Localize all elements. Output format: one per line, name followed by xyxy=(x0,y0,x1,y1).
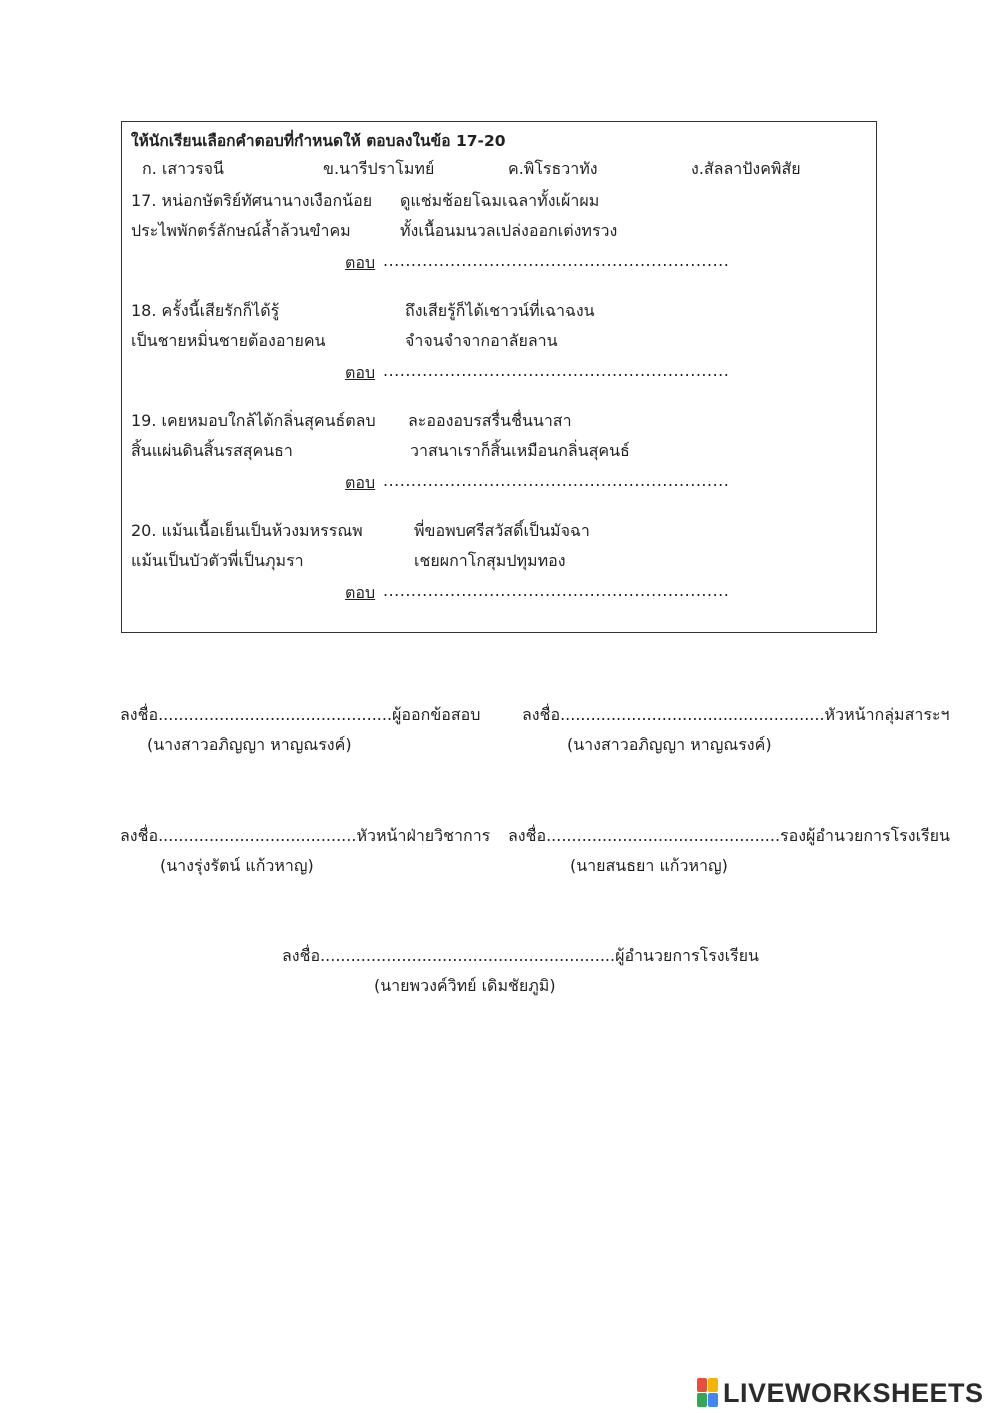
question-17-answer-label: ตอบ xyxy=(345,253,376,272)
choice-c: ค.พิโรธวาทัง xyxy=(508,159,598,178)
question-17-answer-input[interactable] xyxy=(385,250,653,272)
question-17-line2-left: ประไพพักตร์ลักษณ์ล้ำล้วนขำคม xyxy=(131,221,351,240)
signature-name-dept-head: (นางสาวอภิญญา หาญณรงค์) xyxy=(567,735,772,754)
instructions: ให้นักเรียนเลือกคำตอบที่กำหนดให้ ตอบลงในข้อ 17-20 xyxy=(131,132,506,150)
liveworksheets-logo-text: LIVEWORKSHEETS xyxy=(723,1377,984,1408)
question-19-line1-left: 19. เคยหมอบใกล้ได้กลิ่นสุคนธ์ตลบ xyxy=(131,411,376,430)
question-20-line2-right: เชยผกาโกสุมปทุมทอง xyxy=(414,551,566,570)
signature-name-deputy-director: (นายสนธยา แก้วหาญ) xyxy=(570,856,728,875)
signature-line-academic-head: ลงชื่อ.......................................หัวหน้าฝ่ายวิชาการ xyxy=(120,826,491,845)
signature-line-dept-head: ลงชื่อ....................................................หัวหน้ากลุ่มสาระฯ xyxy=(522,705,950,724)
question-19-answer-dots: .............................................................. xyxy=(383,471,730,490)
question-18-answer-input[interactable] xyxy=(385,360,653,382)
question-20-answer-dots: .............................................................. xyxy=(383,581,730,600)
liveworksheets-mark-icon xyxy=(697,1378,719,1408)
question-17-line2-right: ทั้งเนื้อนมนวลเปล่งออกเต่งทรวง xyxy=(400,221,618,240)
signature-name-academic-head: (นางรุ่งรัตน์ แก้วหาญ) xyxy=(160,856,314,875)
signature-name-director: (นายพวงค์วิทย์ เดิมชัยภูมิ) xyxy=(374,976,556,995)
question-19-line2-right: วาสนาเราก็สิ้นเหมือนกลิ่นสุคนธ์ xyxy=(410,441,630,460)
question-19-line1-right: ละอองอบรสรื่นชื่นนาสา xyxy=(408,411,572,430)
choice-d: ง.สัลลาปังคพิสัย xyxy=(691,159,801,178)
question-19-answer-label: ตอบ xyxy=(345,473,376,492)
liveworksheets-logo xyxy=(697,1376,984,1410)
question-17-answer-dots: .............................................................. xyxy=(383,251,730,270)
question-18-line2-right: จำจนจำจากอาลัยลาน xyxy=(405,331,558,350)
question-19-line2-left: สิ้นแผ่นดินสิ้นรสสุคนธา xyxy=(131,441,293,460)
question-18-line2-left: เป็นชายหมิ่นชายต้องอายคน xyxy=(131,331,326,350)
question-20-answer-label: ตอบ xyxy=(345,583,376,602)
question-17-line1-right: ดูแช่มช้อยโฉมเฉลาทั้งเผ้าผม xyxy=(400,191,600,210)
signature-name-exam-author: (นางสาวอภิญญา หาญณรงค์) xyxy=(147,735,352,754)
question-20-answer-input[interactable] xyxy=(385,580,653,602)
question-18-line1-left: 18. ครั้งนี้เสียรักก็ได้รู้ xyxy=(131,301,280,320)
question-20-line1-left: 20. แม้นเนื้อเย็นเป็นห้วงมหรรณพ xyxy=(131,521,363,540)
signature-line-exam-author: ลงชื่อ..............................................ผู้ออกข้อสอบ xyxy=(120,705,481,724)
question-19-answer-input[interactable] xyxy=(385,470,653,492)
question-17-line1-left: 17. หน่อกษัตริย์ทัศนานางเงือกน้อย xyxy=(131,191,373,210)
choice-a: ก. เสาวรจนี xyxy=(142,159,224,178)
choice-b: ข.นารีปราโมทย์ xyxy=(323,159,435,178)
question-18-answer-label: ตอบ xyxy=(345,363,376,382)
question-20-line2-left: แม้นเป็นบัวตัวพี่เป็นภุมรา xyxy=(131,551,304,570)
question-20-line1-right: พี่ขอพบศรีสวัสดิ์เป็นมัจฉา xyxy=(414,521,590,540)
signature-line-director: ลงชื่อ..........................................................ผู้อำนวยการโรงเรียน xyxy=(282,946,759,965)
signature-line-deputy-director: ลงชื่อ..............................................รองผู้อำนวยการโรงเรียน xyxy=(508,826,950,845)
question-18-line1-right: ถึงเสียรู้ก็ได้เชาวน์ที่เฉาฉงน xyxy=(405,301,595,320)
question-18-answer-dots: .............................................................. xyxy=(383,361,730,380)
